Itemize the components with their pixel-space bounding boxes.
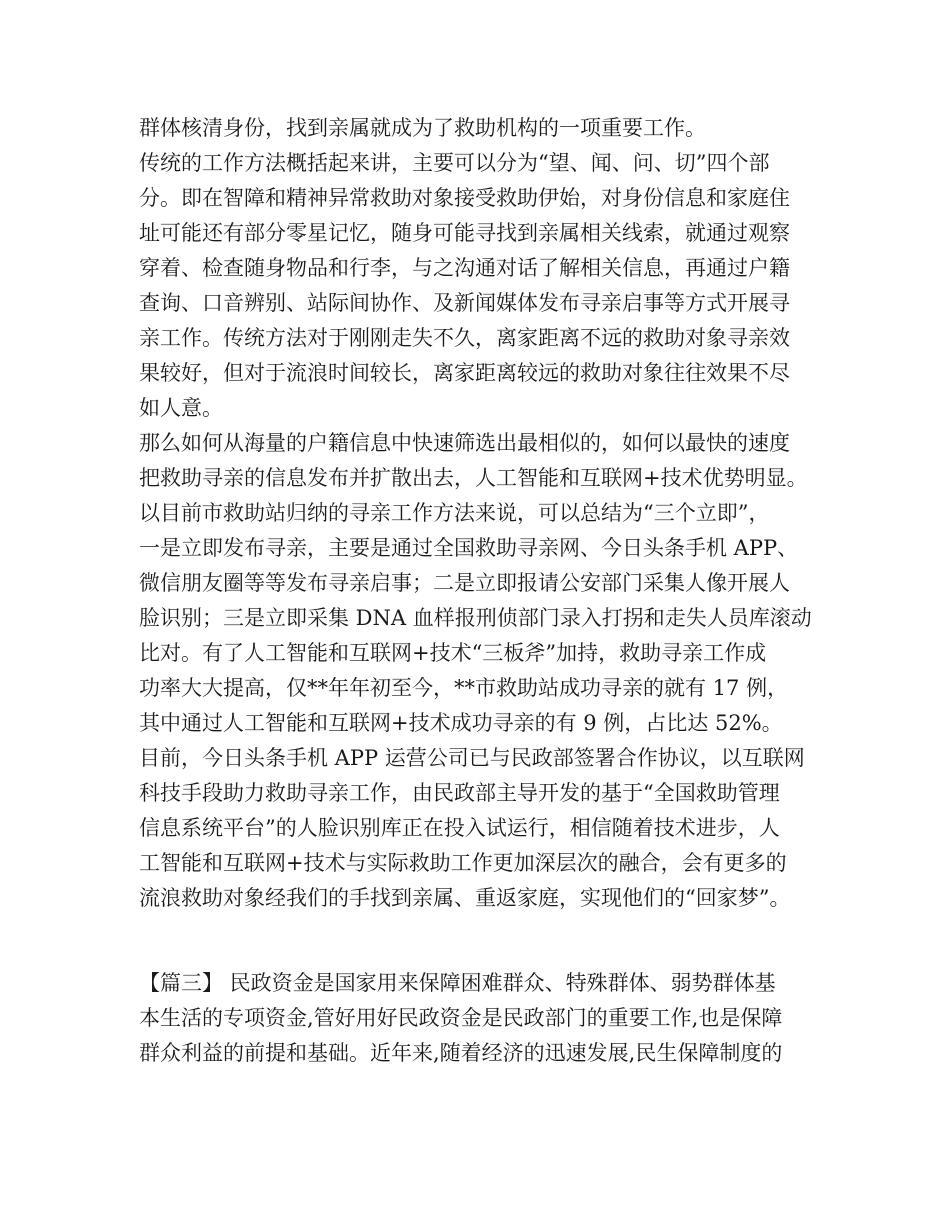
text-line: 群体核清身份，找到亲属就成为了救助机构的一项重要工作。 (139, 116, 706, 140)
text-line: 查询、口音辨别、站际间协作、及新闻媒体发布寻亲启事等方式开展寻 (139, 291, 790, 315)
text-line: 亲工作。传统方法对于刚刚走失不久，离家距离不远的救助对象寻亲效 (139, 326, 790, 350)
text-line: 【篇三】 民政资金是国家用来保障困难群众、特殊群体、弱势群体基 (139, 971, 776, 995)
text-line: 功率大大提高，仅**年年初至今，**市救助站成功寻亲的就有 17 例， (139, 676, 789, 700)
text-line: 工智能和互联网+技术与实际救助工作更加深层次的融合，会有更多的 (139, 851, 787, 875)
text-line: 微信朋友圈等等发布寻亲启事；二是立即报请公安部门采集人像开展人 (139, 571, 790, 595)
text-line: 以目前市救助站归纳的寻亲工作方法来说，可以总结为“三个立即”， (139, 501, 770, 525)
text-line: 分。即在智障和精神异常救助对象接受救助伊始，对身份信息和家庭住 (139, 186, 790, 210)
text-line: 脸识别；三是立即采集 DNA 血样报刑侦部门录入打拐和走失人员库滚动 (139, 606, 812, 630)
text-line: 科技手段助力救助寻亲工作，由民政部主导开发的基于“全国救助管理 (139, 781, 780, 805)
text-line: 流浪救助对象经我们的手找到亲属、重返家庭，实现他们的“回家梦”。 (139, 886, 791, 910)
text-line: 其中通过人工智能和互联网+技术成功寻亲的有 9 例，占比达 52%。 (139, 711, 783, 735)
text-line: 目前，今日头条手机 APP 运营公司已与民政部签署合作协议，以互联网 (139, 746, 805, 770)
text-line: 址可能还有部分零星记忆，随身可能寻找到亲属相关线索，就通过观察 (139, 221, 790, 245)
text-line: 本生活的专项资金,管好用好民政资金是民政部门的重要工作,也是保障 (139, 1006, 783, 1030)
text-line: 那么如何从海量的户籍信息中快速筛选出最相似的，如何以最快的速度 (139, 431, 790, 455)
text-line: 穿着、检查随身物品和行李，与之沟通对话了解相关信息，再通过户籍 (139, 256, 790, 280)
text-line: 传统的工作方法概括起来讲，主要可以分为“望、闻、问、切”四个部 (139, 151, 770, 175)
text-line: 群众利益的前提和基础。近年来,随着经济的迅速发展,民生保障制度的 (139, 1041, 783, 1065)
text-line: 信息系统平台”的人脸识别库正在投入试运行，相信随着技术进步，人 (139, 816, 780, 840)
text-line: 把救助寻亲的信息发布并扩散出去，人工智能和互联网+技术优势明显。 (139, 466, 808, 490)
text-line: 比对。有了人工智能和互联网+技术“三板斧”加持，救助寻亲工作成 (139, 641, 767, 665)
text-line: 果较好，但对于流浪时间较长，离家距离较远的救助对象往往效果不尽 (139, 361, 790, 385)
text-line: 一是立即发布寻亲，主要是通过全国救助寻亲网、今日头条手机 APP、 (139, 536, 799, 560)
text-line: 如人意。 (139, 396, 223, 420)
